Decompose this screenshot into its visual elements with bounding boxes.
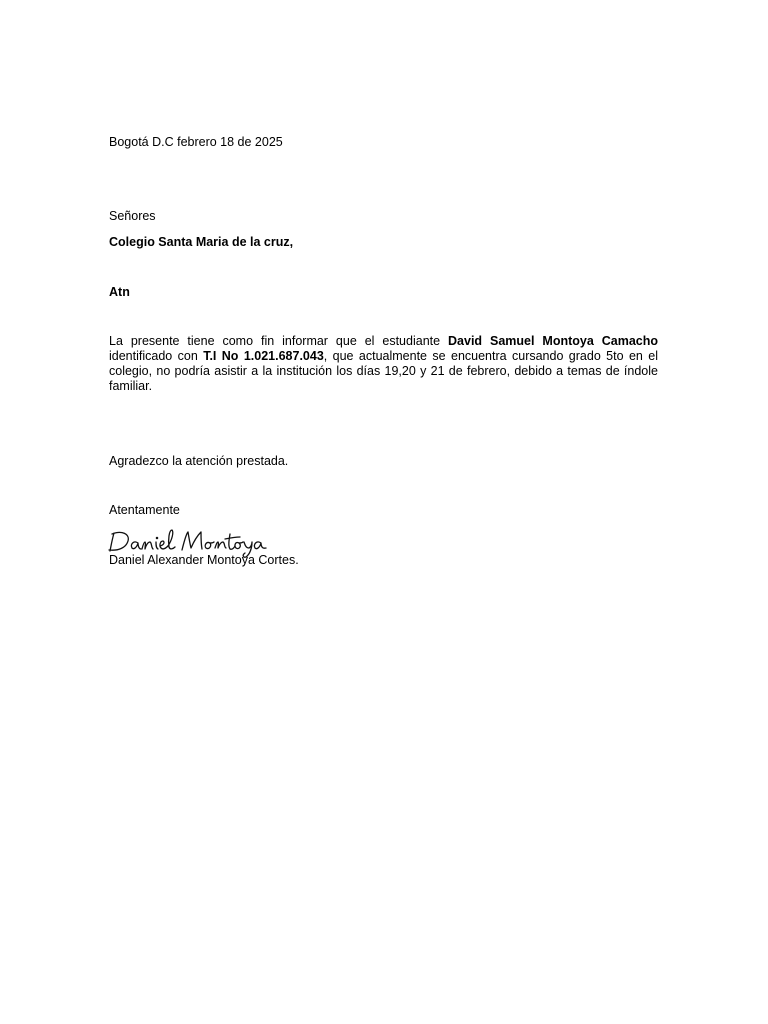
body-text-1: La presente tiene como fin informar que el estudiante [109, 334, 449, 348]
date-line: Bogotá D.C febrero 18 de 2025 [109, 135, 283, 149]
body-text-2: identificado con [109, 349, 204, 363]
body-text-3: , que actualmente se encuentra cursando grado 5to en el colegio, no podría asistir a la institución los días 19,20 y 21 de febrero, debido a temas de índole familiar. [109, 349, 658, 393]
signer-name: Daniel Alexander Montoya Cortes. [109, 553, 299, 567]
attention-line: Atn [109, 285, 130, 299]
body-paragraph [109, 334, 658, 394]
closing-line: Atentamente [109, 503, 180, 517]
student-name: David Samuel Montoya Camacho [448, 334, 658, 348]
recipient-name: Colegio Santa Maria de la cruz, [109, 235, 294, 249]
salutation: Señores [109, 209, 156, 223]
student-id: T.I No 1.021.687.043 [203, 349, 324, 363]
thanks-line: Agradezco la atención prestada. [109, 454, 289, 468]
